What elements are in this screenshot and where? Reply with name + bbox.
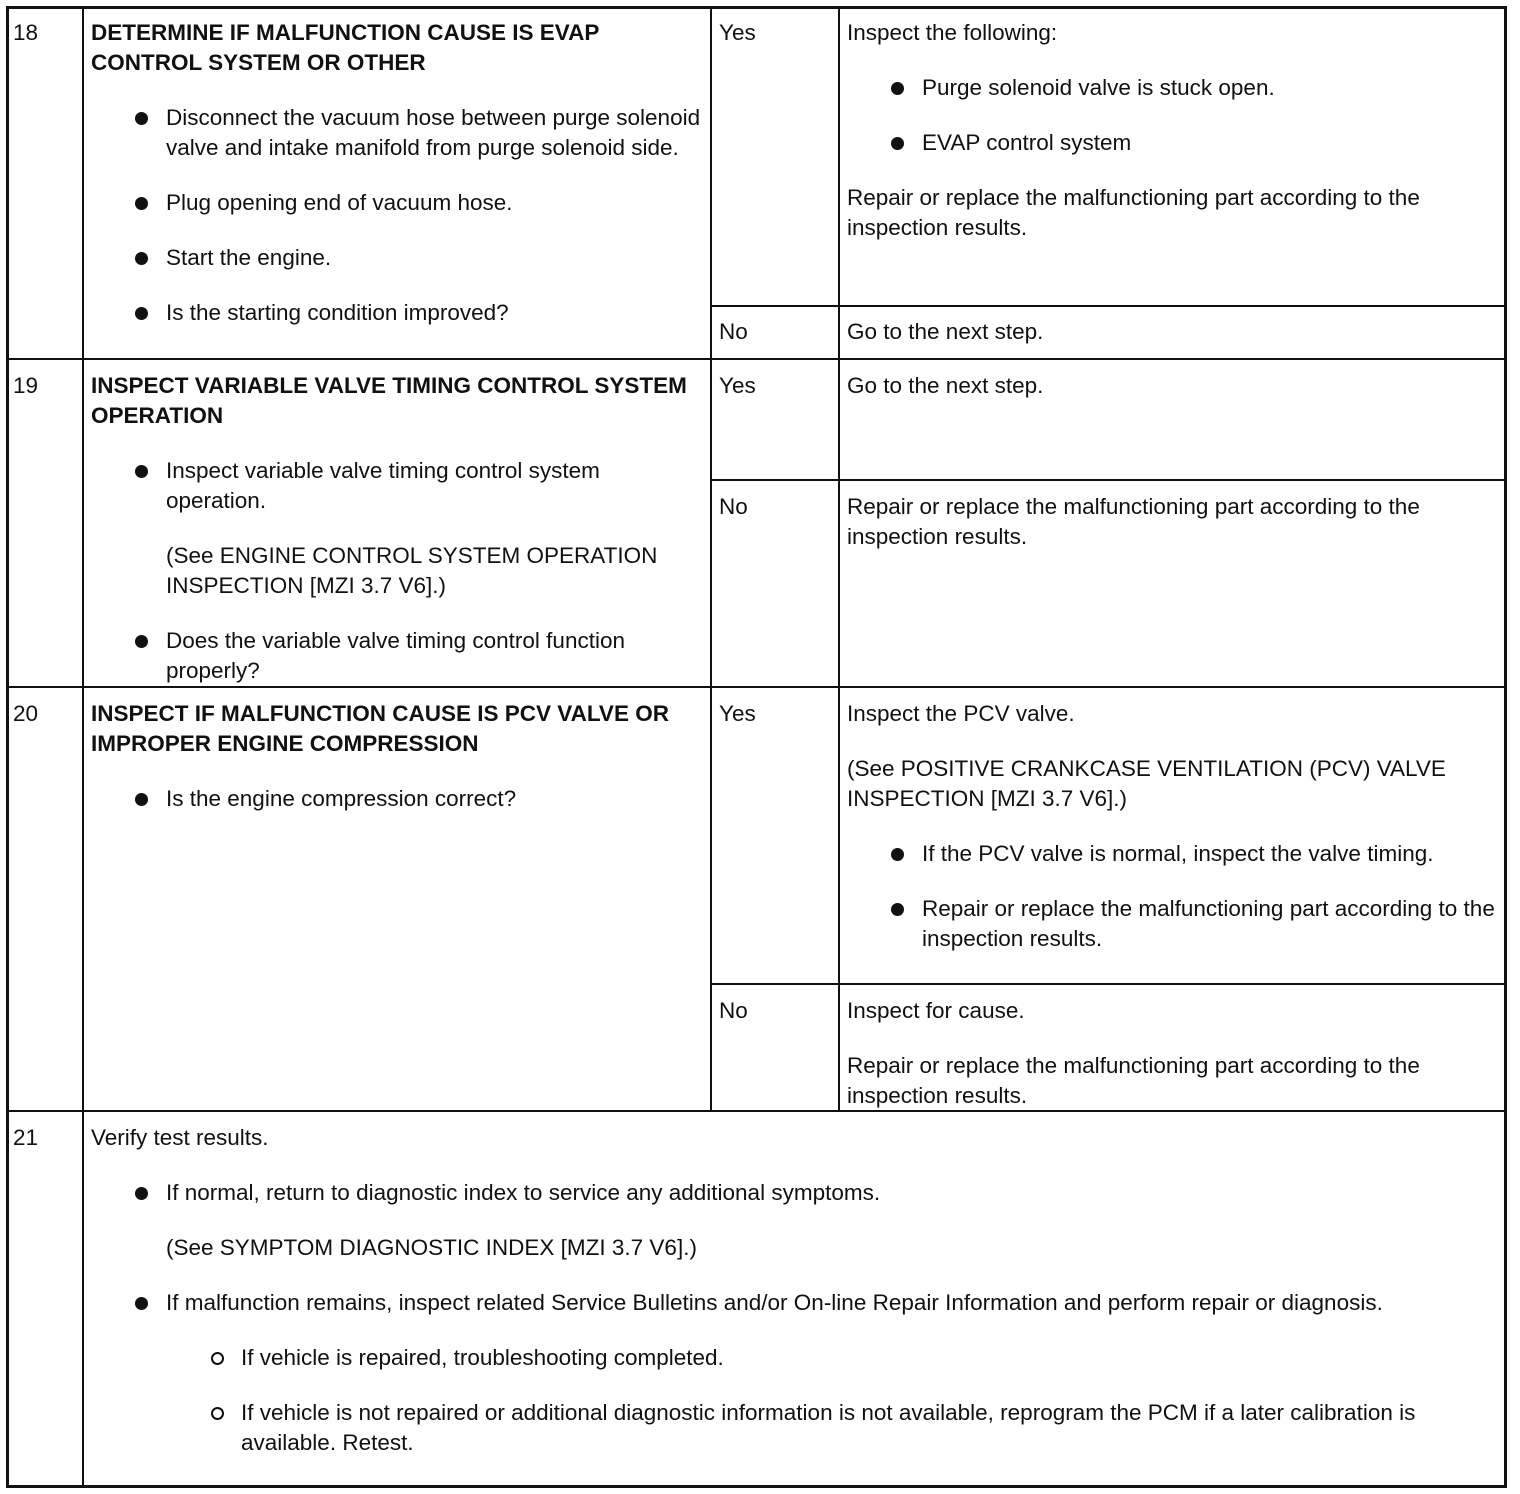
reference-note: (See SYMPTOM DIAGNOSTIC INDEX [MZI 3.7 V6].) [166,1235,697,1260]
bullet-icon [135,793,148,806]
sub-bullet-item: If vehicle is repaired, troubleshooting completed. [91,1343,1497,1373]
bullet-icon [135,197,148,210]
reference-note: (See POSITIVE CRANKCASE VENTILATION (PCV) VALVE INSPECTION [MZI 3.7 V6].) [847,756,1446,811]
grid-line [710,983,1504,985]
bullet-icon [891,903,904,916]
bullet-icon [135,635,148,648]
grid-line [9,358,1504,360]
bullet-item: Is the engine compression correct? [91,784,703,814]
step-heading: DETERMINE IF MALFUNCTION CAUSE IS EVAP CONTROL SYSTEM OR OTHER [91,20,599,75]
bullet-item: Repair or replace the malfunctioning part according to the inspection results. [847,894,1497,954]
step-21-procedure: Verify test results. If normal, return to diagnostic index to service any additional symptoms. (See SYMPTOM DIAGNOSTIC INDEX [MZI 3.7 V6].) If malfunction remains, inspect related Service Bulletins and/or On-line Repair Information and perform repair or diagnosis. If vehicle is repaired, troubleshooting completed. If vehicle is not repaired or additional diagnostic information is not available, reprogram the PCM if a later calibration is available. Retest. [84,1117,1504,1464]
step-20-no-action: Inspect for cause. Repair or replace the malfunctioning part according to the inspection results. [847,998,1420,1108]
step-heading: INSPECT VARIABLE VALVE TIMING CONTROL SYSTEM OPERATION [91,373,687,428]
step-18-no-action: Go to the next step. [847,319,1044,344]
reference-note: (See ENGINE CONTROL SYSTEM OPERATION INSPECTION [MZI 3.7 V6].) [166,543,658,598]
bullet-icon [135,252,148,265]
bullet-icon [135,465,148,478]
grid-line [710,479,1504,481]
result-yes-label: Yes [719,20,756,45]
bullet-item: If malfunction remains, inspect related Service Bulletins and/or On-line Repair Information and perform repair or diagnosis. [91,1288,1497,1318]
step-number: 21 [13,1125,39,1150]
result-no-label: No [719,998,748,1023]
bullet-item: Disconnect the vacuum hose between purge solenoid valve and intake manifold from purge solenoid side. [91,103,703,163]
step-19-procedure [84,365,710,692]
bullet-item: If the PCV valve is normal, inspect the valve timing. [847,839,1497,869]
step-18-procedure [84,12,710,334]
bullet-icon [135,112,148,125]
bullet-item: Is the starting condition improved? [91,298,703,328]
hollow-bullet-icon [211,1352,224,1365]
bullet-item: Inspect variable valve timing control system operation. [91,456,703,516]
bullet-icon [135,1297,148,1310]
bullet-item: Purge solenoid valve is stuck open. [847,73,1497,103]
step-number: 19 [13,373,39,398]
result-no-label: No [719,319,748,344]
step-20-procedure [84,693,710,820]
step-20-yes-action: Inspect the PCV valve. (See POSITIVE CRANKCASE VENTILATION (PCV) VALVE INSPECTION [MZI 3.7 V6].) If the PCV valve is normal, inspect the valve timing. Repair or replace the malfunctioning part according to the inspection results. [840,693,1504,960]
step-number: 20 [13,701,39,726]
bullet-icon [135,307,148,320]
bullet-item: Start the engine. [91,243,703,273]
troubleshooting-table [6,6,1507,1488]
bullet-icon [891,82,904,95]
bullet-item: If normal, return to diagnostic index to service any additional symptoms. [91,1178,1497,1208]
sub-bullet-item: If vehicle is not repaired or additional diagnostic information is not available, reprogram the PCM if a later calibration is available. Retest. [91,1398,1497,1458]
grid-line [710,305,1504,307]
step-19-no-action: Repair or replace the malfunctioning part according to the inspection results. [847,494,1420,549]
bullet-item: Does the variable valve timing control function properly? [91,626,703,686]
grid-line [710,9,712,1110]
bullet-icon [891,848,904,861]
result-no-label: No [719,494,748,519]
step-number: 18 [13,20,39,45]
bullet-item: EVAP control system [847,128,1497,158]
bullet-icon [135,1187,148,1200]
step-18-yes-action: Inspect the following: Purge solenoid valve is stuck open. EVAP control system Repair or replace the malfunctioning part according to the inspection results. [840,12,1504,249]
result-yes-label: Yes [719,373,756,398]
result-yes-label: Yes [719,701,756,726]
bullet-icon [891,137,904,150]
hollow-bullet-icon [211,1407,224,1420]
bullet-item: Plug opening end of vacuum hose. [91,188,703,218]
step-19-yes-action: Go to the next step. [847,373,1044,398]
step-heading: INSPECT IF MALFUNCTION CAUSE IS PCV VALVE OR IMPROPER ENGINE COMPRESSION [91,701,669,756]
